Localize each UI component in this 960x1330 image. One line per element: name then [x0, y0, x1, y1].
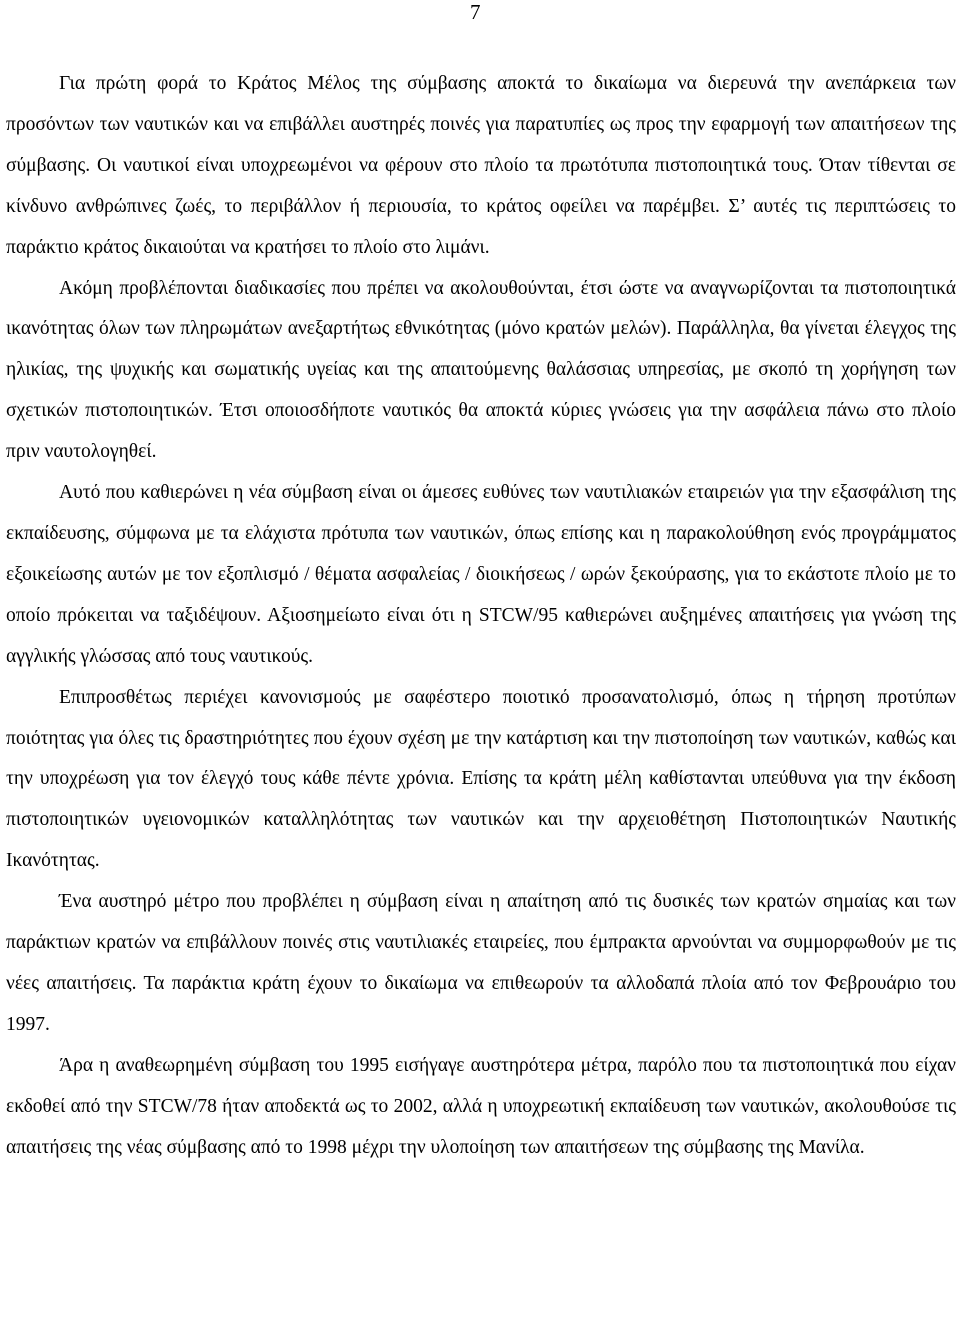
paragraph-5: Ένα αυστηρό μέτρο που προβλέπει η σύμβαση είναι η απαίτηση από τις δυσικές των κρατών σημαίας και των παράκτιων κρατών να επιβάλλουν ποινές στις ναυτιλιακές εταιρείες, που έμπρακτα αρνούνται να συμμορφωθούν με τις νέες απαιτήσεις. Τα παράκτια κράτη έχουν το δικαίωμα να επιθεωρούν τα αλλοδαπά πλοία από τον Φεβρουάριο του 1997. — [6, 891, 956, 1035]
paragraph-1: Για πρώτη φορά το Κράτος Μέλος της σύμβασης αποκτά το δικαίωμα να διερευνά την ανεπάρκεια των προσόντων των ναυτικών και να επιβάλλει αυστηρές ποινές για παρατυπίες ως προς την εφαρμογή των απαιτήσεων της σύμβασης. Οι ναυτικοί είναι υποχρεωμένοι να φέρουν στο πλοίο τα πρωτότυπα πιστοποιητικά τους. Όταν τίθενται σε κίνδυνο ανθρώπινες ζωές, το περιβάλλον ή περιουσία, το κράτος οφείλει να παρέμβει. Σ’ αυτές τις περιπτώσεις το παράκτιο κράτος δικαιούται να κρατήσει το πλοίο στο λιμάνι. — [6, 73, 956, 258]
body-text — [6, 64, 956, 1168]
paragraph-6: Άρα η αναθεωρημένη σύμβαση του 1995 εισήγαγε αυστηρότερα μέτρα, παρόλο που τα πιστοποιητικά που είχαν εκδοθεί από την STCW/78 ήταν αποδεκτά ως το 2002, αλλά η υποχρεωτική εκπαίδευση των ναυτικών, ακολουθούσε τις απαιτήσεις της νέας σύμβασης από το 1998 μέχρι την υλοποίηση των απαιτήσεων της σύμβασης της Μανίλα. — [6, 1054, 956, 1158]
page-number: 7 — [470, 0, 481, 24]
paragraph-4: Επιπροσθέτως περιέχει κανονισμούς με σαφέστερο ποιοτικό προσανατολισμό, όπως η τήρηση προτύπων ποιότητας για όλες τις δραστηριότητες που έχουν σχέση με την κατάρτιση και την πιστοποίηση των ναυτικών, καθώς και την υποχρέωση για τον έλεγχό τους κάθε πέντε χρόνια. Επίσης τα κράτη μέλη καθίστανται υπεύθυνα για την έκδοση πιστοποιητικών υγειονομικών καταλληλότητας των ναυτικών και την αρχειοθέτηση Πιστοποιητικών Ναυτικής Ικανότητας. — [6, 686, 956, 872]
paragraph-2: Ακόμη προβλέπονται διαδικασίες που πρέπει να ακολουθούνται, έτσι ώστε να αναγνωρίζονται τα πιστοποιητικά ικανότητας όλων των πληρωμάτων ανεξαρτήτως εθνικότητας (μόνο κρατών μελών). Παράλληλα, θα γίνεται έλεγχος της ηλικίας, της ψυχικής και σωματικής υγείας και της απαιτούμενης θαλάσσιας υπηρεσίας, με σκοπό τη χορήγηση των σχετικών πιστοποιητικών. Έτσι οποιοσδήποτε ναυτικός θα αποκτά κύριες γνώσεις για την ασφάλεια πάνω στο πλοίο πριν ναυτολογηθεί. — [6, 277, 956, 463]
paragraph-3: Αυτό που καθιερώνει η νέα σύμβαση είναι οι άμεσες ευθύνες των ναυτιλιακών εταιρειών για την εξασφάλιση της εκπαίδευσης, σύμφωνα με τα ελάχιστα πρότυπα των ναυτικών, όπως επίσης και η παρακολούθηση ενός προγράμματος εξοικείωσης αυτών με τον εξοπλισμό / θέματα ασφαλείας / διοικήσεως / ωρών ξεκούρασης, για το εκάστοτε πλοίο με το οποίο πρόκειται να ταξιδέψουν. Αξιοσημείωτο είναι ότι η STCW/95 καθιερώνει αυξημένες απαιτήσεις για γνώση της αγγλικής γλώσσας από τους ναυτικούς. — [6, 482, 956, 667]
